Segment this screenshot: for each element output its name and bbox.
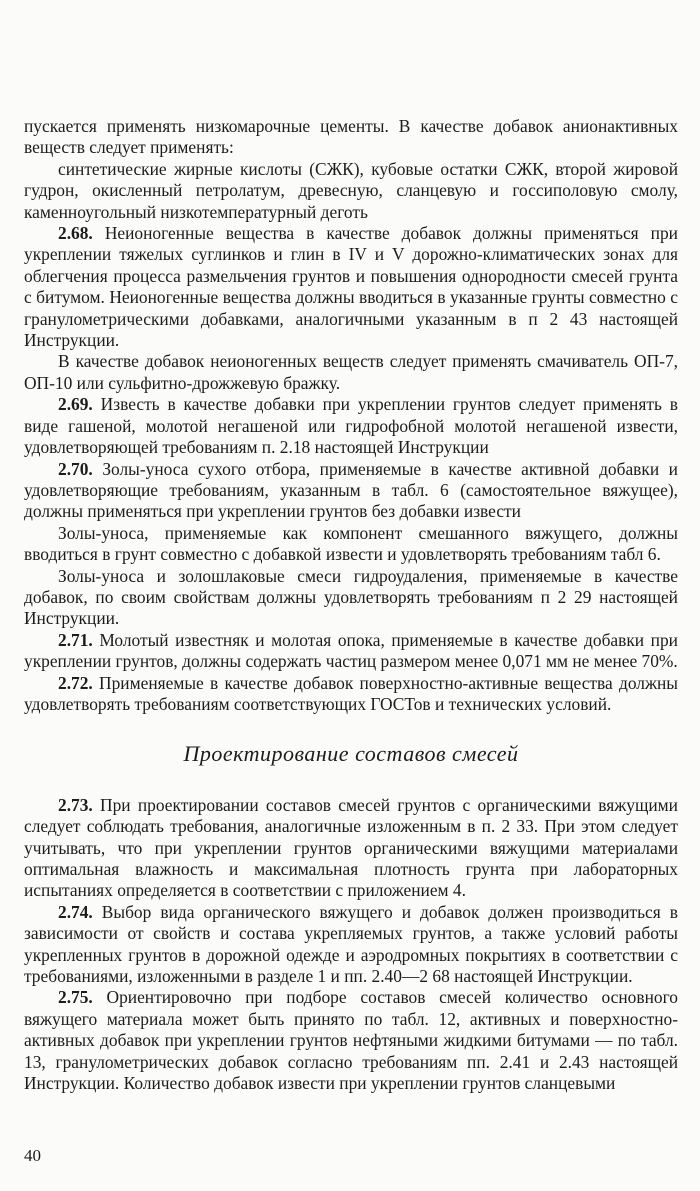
paragraph [24,523,678,566]
paragraph [24,459,678,523]
paragraph-number: 2.75. [58,987,93,1008]
paragraph [24,394,678,458]
paragraph-number: 2.71. [58,629,93,650]
paragraph-text: Известь в качестве добавки при укреплении грунтов следует применять в виде гашеной, молотой негашеной или гидрофобной молотой негашеной извести, удовлетворяющей требованиям п. 2.18 настоящей Инструкции [24,394,678,458]
paragraph-text: Выбор вида органического вяжущего и добавок должен производиться в зависимости от свойств и состава укрепляемых грунтов, а также условий работы укрепленных грунтов в дорожной одежде и аэродромных покрытиях в соответствии с требованиями, изложенными в разделе 1 и пп. 2.40—2 68 настоящей Инструкции. [24,901,678,987]
page-number: 40 [24,1146,41,1165]
paragraph [24,566,678,630]
paragraph [24,673,678,716]
section-heading: Проектирование составов смесей [183,741,519,767]
paragraph-number: 2.69. [58,394,93,415]
paragraph-text: пускается применять низкомарочные цементы. В качестве добавок анионактивных веществ следует применять: [24,116,678,158]
paragraph-text: В качестве добавок неионогенных веществ следует применять смачиватель ОП-7, ОП-10 или сульфитно-дрожжевую бражку. [24,351,678,393]
paragraph-text: Золы-уноса, применяемые как компонент смешанного вяжущего, должны вводиться в грунт совместно с добавкой извести и удовлетворять требованиям табл 6. [24,522,678,565]
paragraph [24,795,678,902]
paragraph [24,223,678,351]
paragraph-number: 2.73. [58,794,93,815]
paragraph-text: Золы-уноса сухого отбора, применяемые в качестве активной добавки и удовлетворяющие требованиям, указанным в табл. 6 (самостоятельное вяжущее), должны применяться при укреплении грунтов без добавки извести [24,458,678,522]
paragraph-text: Неионогенные вещества в качестве добавок должны применяться при укреплении тяжелых суглинков и глин в IV и V дорожно-климатических зонах для облегчения процесса размельчения грунтов и повышения однородности смесей грунта с битумом. Неионогенные вещества должны вводиться в указанные грунты совместно с гранулометрическими добавками, аналогичными указанным в п 2 43 настоящей Инструкции. [24,223,678,351]
paragraph-text: Молотый известняк и молотая опока, применяемые в качестве добавки при укреплении грунтов, должны содержать частиц размером менее 0,071 мм не менее 70%. [24,629,678,672]
paragraph-text: При проектировании составов смесей грунтов с органическими вяжущими следует соблюдать требования, аналогичные изложенным в п. 2 33. При этом следует учитывать, что при укреплении грунтов органическими вяжущими материалами оптимальная влажность и максимальная плотность грунта при лабораторных испытаниях определяется в соответствии с приложением 4. [24,794,678,901]
paragraph [24,630,678,673]
paragraph-number: 2.68. [58,223,93,244]
paragraph [24,116,678,159]
body-text [24,116,678,1094]
paragraph-text: Ориентировочно при подборе составов смесей количество основного вяжущего материала может быть принято по табл. 12, активных и поверхностно-активных добавок при укреплении грунтов нефтяными жидкими битумами — по табл. 13, гранулометрических добавок согласно требованиям пп. 2.41 и 2.43 настоящей Инструкции. Количество добавок извести при укреплении грунтов сланцевыми [24,987,678,1094]
paragraph [24,987,678,1094]
paragraph [24,351,678,394]
paragraph-text: Золы-уноса и золошлаковые смеси гидроудаления, применяемые в качестве добавок, по своим свойствам должны удовлетворять требованиям п 2 29 настоящей Инструкции. [24,565,678,629]
paragraph-text: синтетические жирные кислоты (СЖК), кубовые остатки СЖК, второй жировой гудрон, окисленный петролатум, древесную, сланцевую и госсиполовую смолу, каменноугольный низкотемпературный деготь [24,158,678,222]
paragraph-text: Применяемые в качестве добавок поверхностно-активные вещества должны удовлетворять требованиям соответствующих ГОСТов и технических условий. [24,672,678,714]
paragraph-number: 2.72. [58,672,93,693]
paragraph-number: 2.70. [58,458,93,479]
paragraph [24,902,678,988]
paragraph [24,159,678,223]
paragraph-number: 2.74. [58,901,93,922]
